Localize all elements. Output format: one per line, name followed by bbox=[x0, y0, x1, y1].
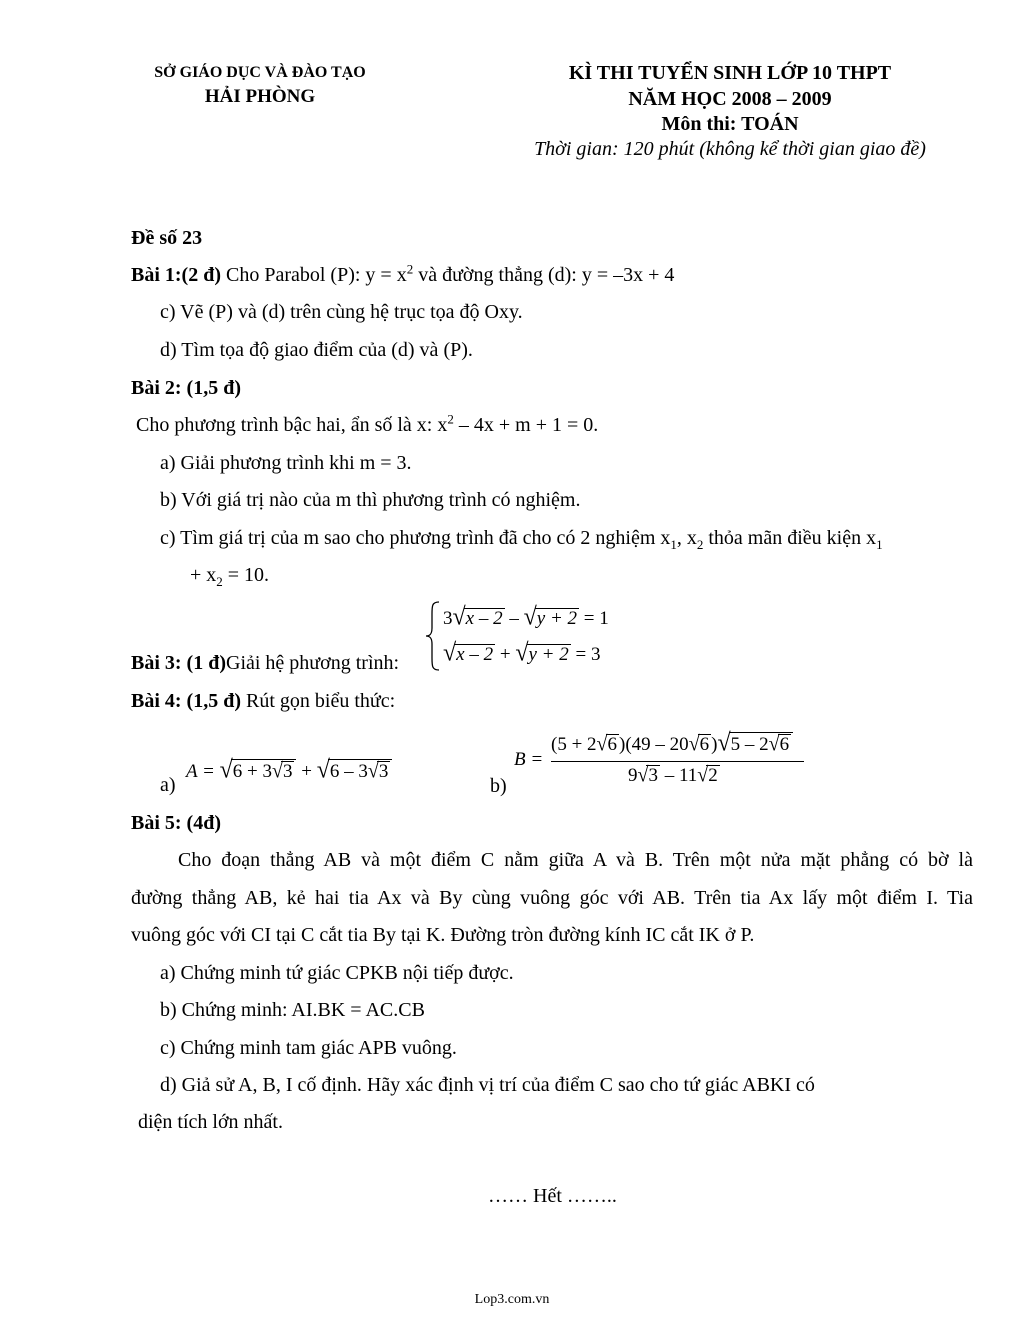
bai4-text: Rút gọn biểu thức: bbox=[246, 690, 396, 712]
system-eq1 bbox=[443, 604, 609, 632]
bai1-item-d: d) Tìm tọa độ giao điểm của (d) và (P). bbox=[160, 339, 473, 361]
bai5-para-line3: vuông góc với CI tại C cắt tia By tại K. Đường tròn đường kính IC cắt IK ở P. bbox=[131, 924, 755, 946]
bai5-item-b: b) Chứng minh: AI.BK = AC.CB bbox=[160, 999, 425, 1021]
eq1-rhs: = 1 bbox=[583, 608, 609, 629]
eq2-rhs: = 3 bbox=[575, 644, 601, 665]
bai5-item-d: d) Giả sử A, B, I cố định. Hãy xác định vị trí của điểm C sao cho tứ giác ABKI có bbox=[160, 1074, 815, 1096]
eq1-radicand-2: y + 2 bbox=[536, 608, 578, 629]
eq1-radical-2: √y + 2 bbox=[523, 603, 578, 631]
b-den-b: – 11 bbox=[664, 765, 698, 786]
a-radical-2: √6 – 3√3 bbox=[317, 757, 393, 785]
b-num-r3a: 5 – 2 bbox=[730, 734, 769, 755]
system-eq2 bbox=[443, 640, 600, 668]
eq2-radical-2: √y + 2 bbox=[515, 639, 569, 667]
bai5-item-d-cont: diện tích lớn nhất. bbox=[138, 1111, 283, 1133]
eq2-radicand-2: y + 2 bbox=[528, 644, 569, 665]
bai1-sup: 2 bbox=[406, 261, 414, 277]
cont-a: + x bbox=[190, 564, 217, 586]
a-radical-1: √6 + 3√3 bbox=[220, 757, 297, 785]
a-op: + bbox=[301, 761, 312, 782]
fraction-bar bbox=[551, 761, 804, 762]
eq1-op: – bbox=[509, 608, 519, 629]
bai4-label-a: a) bbox=[160, 774, 176, 796]
a-lhs: A = bbox=[186, 761, 215, 782]
school-year: NĂM HỌC 2008 – 2009 bbox=[628, 88, 832, 110]
bai4-label-b: b) bbox=[490, 775, 507, 797]
sub-3: 1 bbox=[876, 537, 883, 552]
bai1-item-c: c) Vẽ (P) và (d) trên cùng hệ trục tọa độ Oxy. bbox=[160, 301, 523, 323]
eq1-coef: 3 bbox=[443, 608, 453, 629]
b-numerator: (5 + 2√6 )(49 – 20√6 )√5 – 2√6 bbox=[551, 730, 793, 758]
end-marker: …… Hết …….. bbox=[488, 1185, 617, 1207]
bai5-item-c: c) Chứng minh tam giác APB vuông. bbox=[160, 1037, 457, 1059]
b-den-a: 9 bbox=[628, 765, 638, 786]
b-num-r2: 6 bbox=[699, 734, 710, 755]
b-lhs: B = bbox=[514, 749, 544, 770]
bai1-text-a: Cho Parabol (P): y = x bbox=[226, 264, 407, 286]
bai2-item-a: a) Giải phương trình khi m = 3. bbox=[160, 452, 412, 474]
bai2-intro bbox=[136, 411, 599, 437]
system-brace bbox=[424, 600, 442, 672]
b-num-r3b: 6 bbox=[779, 734, 790, 755]
bai2-item-c-cont bbox=[190, 564, 269, 587]
bai2-item-b: b) Với giá trị nào của m thì phương trình có nghiệm. bbox=[160, 489, 581, 511]
bai2-item-c-comma: , x bbox=[676, 527, 697, 549]
cont-b: = 10. bbox=[227, 564, 270, 586]
eq2-radicand-1: x – 2 bbox=[456, 644, 494, 665]
cont-sub: 2 bbox=[216, 574, 223, 589]
eq2-radical-1: √x – 2 bbox=[443, 639, 494, 667]
a-radicand-1: 6 + 3 bbox=[232, 761, 272, 782]
bai5-item-a: a) Chứng minh tứ giác CPKB nội tiếp được. bbox=[160, 962, 514, 984]
a-radicand-2-inner: 3 bbox=[378, 761, 389, 782]
bai2-item-c-text: c) Tìm giá trị của m sao cho phương trình đã cho có 2 nghiệm x bbox=[160, 527, 671, 549]
eq1-radical-1: √x – 2 bbox=[452, 603, 503, 631]
sub-1: 1 bbox=[670, 537, 677, 552]
exam-title: KÌ THI TUYỂN SINH LỚP 10 THPT bbox=[568, 62, 892, 84]
bai5-para-line2: đường thẳng AB, kẻ hai tia Ax và By cùng vuông góc với AB. Trên tia Ax lấy một điểm I. Tia bbox=[131, 887, 973, 909]
bai5-para-line1: Cho đoạn thẳng AB và một điểm C nằm giữa A và B. Trên một nửa mặt phẳng có bờ là bbox=[178, 849, 973, 871]
bai3-statement bbox=[131, 652, 399, 675]
b-num-r1: 6 bbox=[607, 734, 618, 755]
bai3-title: Bài 3: (1 đ) bbox=[131, 652, 226, 674]
bai4-statement bbox=[131, 690, 395, 713]
b-denominator: 9√3 – 11√2 bbox=[628, 763, 718, 787]
bai2-intro-a: Cho phương trình bậc hai, ẩn số là x: x bbox=[136, 414, 448, 436]
bai1-title: Bài 1:(2 đ) bbox=[131, 264, 221, 286]
b-den-r1: 3 bbox=[648, 765, 658, 786]
a-radicand-1-inner: 3 bbox=[282, 761, 293, 782]
exam-number: Đề số 23 bbox=[131, 227, 203, 249]
bai2-intro-sup: 2 bbox=[447, 411, 454, 427]
department-city: HẢI PHÒNG bbox=[204, 86, 316, 107]
b-num-c: ) bbox=[711, 734, 718, 755]
bai5-title: Bài 5: (4đ) bbox=[131, 812, 221, 834]
subject: Môn thi: TOÁN bbox=[661, 113, 799, 135]
eq1-radicand-1: x – 2 bbox=[465, 608, 503, 629]
bai2-title: Bài 2: (1,5 đ) bbox=[131, 377, 241, 399]
bai1-text-b: và đường thẳng (d): y = –3x + 4 bbox=[418, 264, 675, 286]
bai2-item-c-cond: thỏa mãn điều kiện x bbox=[708, 527, 877, 549]
bai2-item-c bbox=[160, 527, 883, 550]
time-note: Thời gian: 120 phút (không kể thời gian giao đề) bbox=[534, 138, 926, 160]
sub-2: 2 bbox=[696, 537, 704, 552]
b-num-b: )(49 – 20 bbox=[619, 734, 689, 755]
bai2-intro-b: – 4x + m + 1 = 0. bbox=[458, 414, 599, 436]
footer-source: Lop3.com.vn bbox=[474, 1292, 550, 1307]
b-den-r2: 2 bbox=[708, 765, 718, 786]
eq2-op: + bbox=[499, 644, 511, 665]
bai1-statement bbox=[131, 261, 675, 287]
expression-a bbox=[186, 757, 392, 785]
bai4-title: Bài 4: (1,5 đ) bbox=[131, 690, 241, 712]
department-name: SỞ GIÁO DỤC VÀ ĐÀO TẠO bbox=[154, 64, 366, 81]
b-num-a: (5 + 2 bbox=[551, 734, 597, 755]
bai3-text: Giải hệ phương trình: bbox=[226, 652, 400, 674]
a-radicand-2: 6 – 3 bbox=[329, 761, 368, 782]
